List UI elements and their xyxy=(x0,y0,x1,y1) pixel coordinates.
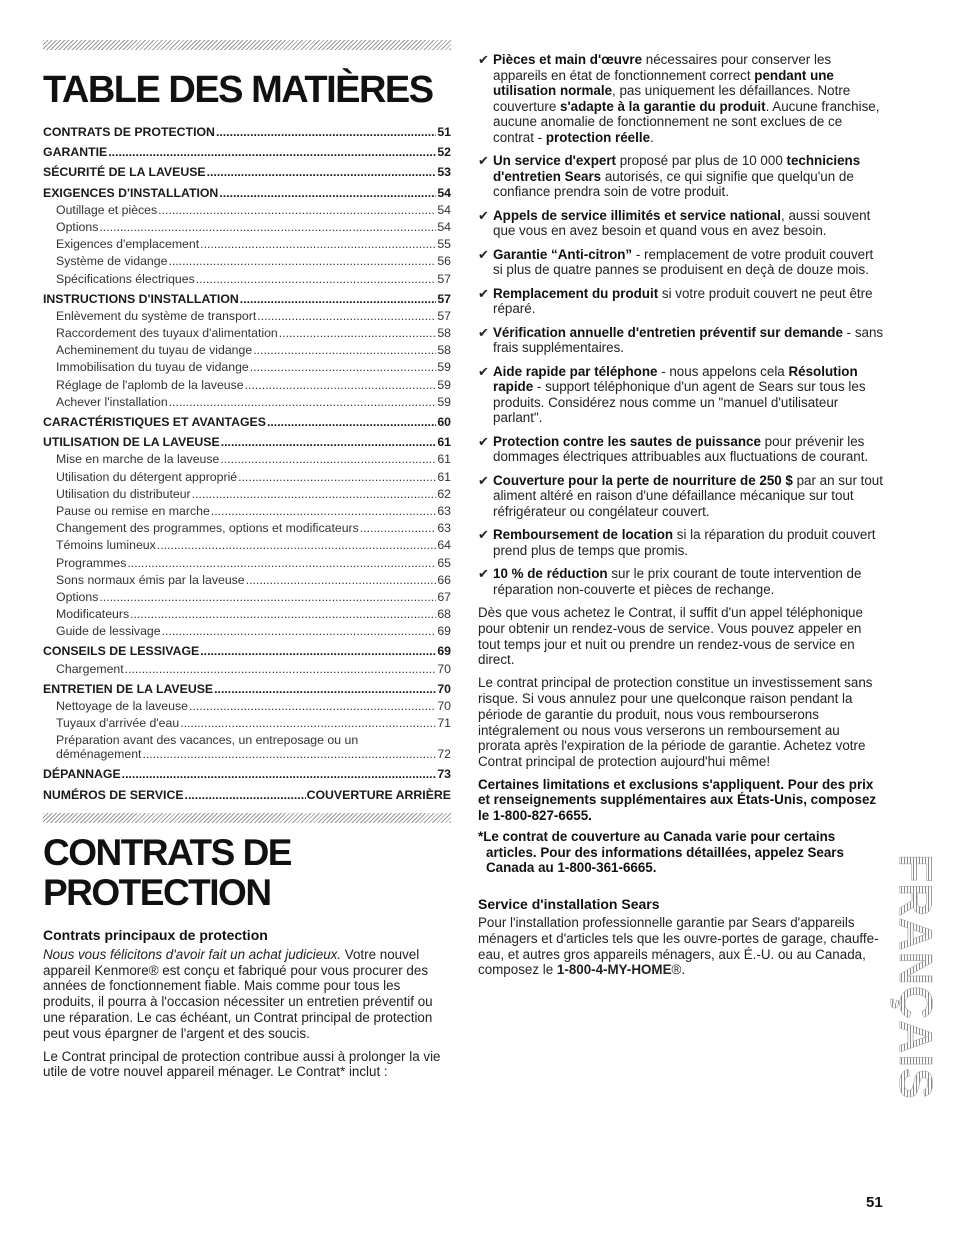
benefit-bold-text: Résolution rapide xyxy=(493,363,858,394)
toc-leader xyxy=(108,145,436,159)
toc-entry-label: Acheminement du tuyau de vidange xyxy=(56,343,253,358)
toc-entry[interactable] xyxy=(43,378,451,395)
toc-leader xyxy=(168,254,436,268)
toc-entry-label: INSTRUCTIONS D'INSTALLATION xyxy=(43,291,239,306)
benefit-bold-text: s'adapte à la garantie du produit xyxy=(560,98,766,114)
benefit-text: , pas uniquement les défaillances. Notre couverture xyxy=(493,83,851,114)
toc-leader xyxy=(200,644,436,658)
toc-entry-label: Changement des programmes, options et modificateurs xyxy=(56,521,359,536)
toc-leader xyxy=(253,343,436,357)
toc-entry[interactable] xyxy=(43,435,451,452)
toc-entry-page: 52 xyxy=(437,145,451,160)
toc-leader xyxy=(158,203,436,217)
toc-leader xyxy=(125,662,437,676)
toc-entry-label: Sons normaux émis par la laveuse xyxy=(56,572,245,587)
contracts-subheading: Contrats principaux de protection xyxy=(43,926,268,943)
toc-entry[interactable] xyxy=(43,186,451,203)
toc-entry[interactable] xyxy=(43,237,451,254)
contracts-intro xyxy=(43,947,451,1042)
benefit-text: . xyxy=(650,129,654,145)
benefit-item xyxy=(478,364,884,426)
toc-entry[interactable] xyxy=(43,556,451,573)
toc-entry[interactable] xyxy=(43,395,451,412)
checkmark-icon: ✔ xyxy=(478,566,489,581)
sears-install-phone: 1-800-4-MY-HOME xyxy=(556,962,672,978)
toc-entry-page: 61 xyxy=(437,435,451,450)
toc-entry-page: 66 xyxy=(437,572,451,587)
toc-entry-label: CONTRATS DE PROTECTION xyxy=(43,125,215,139)
toc-entry[interactable] xyxy=(43,573,451,590)
toc-leader xyxy=(246,573,437,587)
toc-entry[interactable] xyxy=(43,220,451,237)
toc-entry[interactable] xyxy=(43,203,451,220)
toc-entry[interactable] xyxy=(43,504,451,521)
toc-entry[interactable] xyxy=(43,733,451,764)
toc-entry-label: Enlèvement du système de transport xyxy=(56,308,257,323)
toc-entry-label: Spécifications électriques xyxy=(56,271,195,286)
checkmark-icon: ✔ xyxy=(478,472,489,488)
toc-entry-label: Tuyaux d'arrivée d'eau xyxy=(56,716,180,731)
checkmark-icon: ✔ xyxy=(478,52,489,67)
toc-entry-page: 70 xyxy=(437,699,451,713)
toc-entry[interactable] xyxy=(43,360,451,377)
toc-entry-page: 63 xyxy=(437,503,451,518)
benefit-bold-text: Remboursement de location xyxy=(493,527,674,542)
toc-entry[interactable] xyxy=(43,326,451,343)
benefit-list xyxy=(478,52,884,597)
toc-entry[interactable] xyxy=(43,487,451,504)
toc-entry-page: 70 xyxy=(437,681,451,696)
toc-entry[interactable] xyxy=(43,125,451,142)
toc-entry-label: NUMÉROS DE SERVICE xyxy=(43,787,184,802)
toc-entry-label: Achever l'installation xyxy=(56,394,168,409)
toc-leader xyxy=(169,395,437,409)
benefit-text: pour prévenir les dommages électriques attribuables aux fluctuations de courant. xyxy=(493,433,869,464)
toc-leader xyxy=(196,272,437,286)
toc-entry-page: 54 xyxy=(437,219,451,234)
benefit-bold-text: Garantie “Anti-citron” xyxy=(493,246,633,262)
toc-entry-label: Programmes xyxy=(56,555,127,570)
toc-leader xyxy=(216,125,436,139)
toc-entry-page: 72 xyxy=(437,747,451,762)
toc-entry[interactable] xyxy=(43,607,451,624)
benefit-text: . Aucune franchise, aucune anomalie de fonctionnement ne sont exclues de ce contrat - xyxy=(493,98,880,145)
benefit-bold-text: Vérification annuelle d'entretien préventif sur demande xyxy=(493,324,843,340)
checkmark-icon: ✔ xyxy=(478,363,489,379)
toc-entry-page: 73 xyxy=(437,767,451,782)
toc-entry-page: 54 xyxy=(437,202,451,217)
toc-entry-label: Options xyxy=(56,219,99,234)
toc-entry-label: Réglage de l'aplomb de la laveuse xyxy=(56,377,244,392)
benefit-text: sur le prix courant de toute intervention de réparation non-couverte et pièces de rechange. xyxy=(493,566,862,597)
benefit-text: - remplacement de votre produit couvert si plus de quatre pannes se produisent en deçà de douze mois. xyxy=(493,246,874,277)
benefit-bold-text: Remplacement du produit xyxy=(493,285,659,301)
toc-entry-label: GARANTIE xyxy=(43,145,108,160)
toc-entry[interactable] xyxy=(43,343,451,360)
toc-entry[interactable] xyxy=(43,788,451,805)
toc-leader xyxy=(238,470,436,484)
benefit-text: - sans frais supplémentaires. xyxy=(493,324,884,355)
benefit-bold-text: Aide rapide par téléphone xyxy=(493,363,658,379)
toc-entry[interactable] xyxy=(43,309,451,326)
table-of-contents xyxy=(43,125,451,805)
toc-entry-page: 58 xyxy=(437,326,451,341)
toc-leader xyxy=(221,435,437,449)
toc-entry-label-cont: déménagement xyxy=(56,747,142,762)
toc-leader xyxy=(142,747,436,761)
toc-entry-label: EXIGENCES D'INSTALLATION xyxy=(43,185,219,200)
toc-entry[interactable] xyxy=(43,452,451,469)
benefit-bold-text: Couverture pour la perte de nourriture de 250 $ xyxy=(493,472,793,488)
toc-entry-page: 53 xyxy=(437,165,451,180)
benefit-item xyxy=(478,208,884,239)
benefit-item xyxy=(478,286,884,317)
benefit-item xyxy=(478,325,884,356)
toc-entry-label: CARACTÉRISTIQUES ET AVANTAGES xyxy=(43,415,266,429)
toc-entry-page: 59 xyxy=(437,394,451,409)
toc-entry-label: SÉCURITÉ DE LA LAVEUSE xyxy=(43,165,206,180)
toc-leader xyxy=(122,767,437,781)
toc-leader xyxy=(219,186,436,200)
toc-entry-label: Système de vidange xyxy=(56,254,168,269)
benefit-item xyxy=(478,434,884,465)
benefit-item xyxy=(478,527,884,558)
checkmark-icon: ✔ xyxy=(478,433,489,449)
toc-entry-page: 57 xyxy=(437,308,451,323)
toc-entry-label: Nettoyage de la laveuse xyxy=(56,699,188,713)
toc-leader xyxy=(192,487,437,501)
benefit-bold-text: Protection contre les sautes de puissance xyxy=(493,433,761,449)
toc-entry-page: 62 xyxy=(437,486,451,501)
toc-entry[interactable] xyxy=(43,767,451,784)
toc-entry-page: 65 xyxy=(437,555,451,570)
toc-entry[interactable] xyxy=(43,624,451,641)
toc-entry-label: Préparation avant des vacances, un entreposage ou un xyxy=(56,733,359,748)
toc-entry-page: 61 xyxy=(437,452,451,467)
checkmark-icon: ✔ xyxy=(478,246,489,262)
left-column xyxy=(43,40,451,1087)
toc-entry-label: UTILISATION DE LA LAVEUSE xyxy=(43,435,220,450)
toc-entry-label: Pause ou remise en marche xyxy=(56,503,210,518)
toc-leader xyxy=(250,360,437,374)
toc-leader xyxy=(99,590,436,604)
toc-leader xyxy=(189,699,436,713)
benefit-text: par an sur tout aliment altéré en raison d'une défaillance mécanique sur tout réfrigérateur ou congélateur couvert. xyxy=(493,472,883,519)
benefit-item xyxy=(478,247,884,278)
contracts-title: CONTRATS DE PROTECTION xyxy=(43,831,291,913)
toc-entry-label: Exigences d'emplacement xyxy=(56,237,200,252)
toc-entry-label: ENTRETIEN DE LA LAVEUSE xyxy=(43,681,214,696)
benefit-bold-text: Un service d'expert xyxy=(493,153,617,168)
toc-entry-label: Guide de lessivage xyxy=(56,624,161,639)
benefit-text: si la réparation du produit couvert prend plus de temps que promis. xyxy=(493,527,876,558)
toc-entry-page: 57 xyxy=(437,291,451,306)
toc-entry-label: Mise en marche de la laveuse xyxy=(56,452,220,467)
toc-entry-label: Outillage et pièces xyxy=(56,202,158,217)
checkmark-icon: ✔ xyxy=(478,324,489,340)
checkmark-icon: ✔ xyxy=(478,285,489,301)
benefit-text: proposé par plus de 10 000 xyxy=(616,153,787,168)
right-paragraph-1: Dès que vous achetez le Contrat, il suffit d'un appel téléphonique pour obtenir un rendez-vous de service. Vous pouvez appeler en tout temps jour et nuit ou prendre un rendez-vous de service en direct. xyxy=(478,605,863,668)
benefit-bold-text: 10 % de réduction xyxy=(493,566,608,581)
toc-entry-page: 71 xyxy=(437,716,451,731)
toc-entry-page: 61 xyxy=(437,469,451,484)
benefit-text: autorisés, ce qui signifie que quelqu'un de confiance prendra soin de votre produit. xyxy=(493,168,854,199)
toc-leader xyxy=(207,165,437,179)
toc-entry-page: 55 xyxy=(437,237,451,252)
toc-entry-page: 69 xyxy=(437,644,451,659)
toc-entry[interactable] xyxy=(43,662,451,679)
toc-entry[interactable] xyxy=(43,165,451,182)
toc-entry-label: Raccordement des tuyaux d'alimentation xyxy=(56,326,278,341)
toc-entry-line2 xyxy=(56,747,451,764)
toc-leader xyxy=(130,607,436,621)
toc-leader xyxy=(267,415,436,429)
toc-entry-page: 54 xyxy=(437,185,451,200)
toc-title: TABLE DES MATIÈRES xyxy=(43,69,433,111)
page-number: 51 xyxy=(866,1194,883,1211)
toc-entry-page: 51 xyxy=(437,125,451,139)
toc-leader xyxy=(185,788,306,802)
toc-entry-page: 60 xyxy=(437,415,451,429)
checkmark-icon: ✔ xyxy=(478,527,489,542)
contracts-paragraph-2: Le Contrat principal de protection contribue aussi à prolonger la vie utile de votre nouvel appareil ménager. Le Contrat* inclut : xyxy=(43,1048,441,1080)
limitations-notice: Certaines limitations et exclusions s'appliquent. Pour des prix et renseignements supplémentaires aux États-Unis, composez le 1-800-827-6655. xyxy=(478,776,877,823)
toc-leader xyxy=(279,326,437,340)
benefit-bold-text: Appels de service illimités et service national xyxy=(493,207,782,223)
toc-entry-page: 59 xyxy=(437,377,451,392)
language-side-tab xyxy=(890,847,943,1107)
benefit-text: - support téléphonique d'un agent de Sears sur tous les produits. Considérez nous comme un "manuel d'utilisateur parlant". xyxy=(493,379,866,425)
toc-entry-label: Immobilisation du tuyau de vidange xyxy=(56,360,249,375)
toc-entry-page: 58 xyxy=(437,343,451,358)
toc-entry-label: DÉPANNAGE xyxy=(43,767,121,782)
benefit-text: nécessaires pour conserver les appareils en état de fonctionnement correct xyxy=(493,52,832,83)
toc-entry[interactable] xyxy=(43,644,451,661)
sears-install-heading: Service d'installation Sears xyxy=(478,895,660,912)
toc-leader xyxy=(99,220,436,234)
benefit-text: , aussi souvent que vous en avez besoin et quand vous en avez besoin. xyxy=(493,207,871,238)
toc-entry-label: Options xyxy=(56,589,99,604)
toc-leader xyxy=(157,538,437,552)
toc-entry[interactable] xyxy=(43,470,451,487)
checkmark-icon: ✔ xyxy=(478,153,489,168)
toc-leader xyxy=(240,292,437,306)
toc-leader xyxy=(211,504,437,518)
toc-entry-page: 56 xyxy=(437,254,451,269)
benefit-text: - nous appelons cela xyxy=(657,363,789,379)
toc-entry-label: Utilisation du détergent approprié xyxy=(56,469,238,484)
toc-entry-label: Témoins lumineux xyxy=(56,538,156,553)
intro-italic: Nous vous félicitons d'avoir fait un achat judicieux. xyxy=(43,946,342,962)
toc-entry-page: 63 xyxy=(437,521,451,536)
sears-install-text: Pour l'installation professionnelle garantie par Sears d'appareils ménagers et d'articles tels que les ouvre-portes de garage, chauffe-eau, et autres gros appareils ménagers, aux É.-U. ou au Canada, composez le xyxy=(478,914,879,978)
toc-entry[interactable] xyxy=(43,521,451,538)
toc-entry[interactable] xyxy=(43,272,451,289)
benefit-item xyxy=(478,153,884,200)
toc-entry[interactable] xyxy=(43,682,451,699)
toc-leader xyxy=(127,556,436,570)
toc-leader xyxy=(360,521,437,535)
intro-rest: Votre nouvel appareil Kenmore® est conçu et fabriqué pour vous procurer des années de fonctionnement fiable. Mais comme pour tous les produits, il pourra à l'occasion nécessiter un entretien préventif ou une réparation. Le cas échéant, un Contrat principal de protection peut vous épargner de l'argent et des soucis. xyxy=(43,946,433,1041)
toc-entry-page: 57 xyxy=(437,271,451,286)
toc-entry-label: Modificateurs xyxy=(56,607,130,622)
contracts-header-rule xyxy=(43,813,451,823)
toc-entry-label: Chargement xyxy=(56,661,124,676)
checkmark-icon: ✔ xyxy=(478,207,489,223)
toc-entry-page: 68 xyxy=(437,607,451,622)
toc-leader xyxy=(220,452,436,466)
benefit-item xyxy=(478,566,884,597)
toc-entry-page: 69 xyxy=(437,624,451,639)
toc-entry[interactable] xyxy=(43,699,451,716)
toc-entry[interactable] xyxy=(43,538,451,555)
benefit-bold-text: protection réelle xyxy=(545,129,651,145)
benefit-bold-text: pendant une utilisation normale xyxy=(493,67,834,98)
toc-entry[interactable] xyxy=(43,292,451,309)
toc-entry-page: 67 xyxy=(437,589,451,604)
toc-entry-page: COUVERTURE ARRIÈRE xyxy=(306,787,451,802)
toc-entry-page: 64 xyxy=(437,538,451,553)
toc-entry-label: CONSEILS DE LESSIVAGE xyxy=(43,644,200,659)
toc-entry[interactable] xyxy=(43,254,451,271)
benefit-bold-text: Pièces et main d'œuvre xyxy=(493,52,643,67)
sears-install-end: ®. xyxy=(671,962,686,978)
toc-leader xyxy=(162,624,437,638)
toc-leader xyxy=(257,309,436,323)
right-column xyxy=(478,52,884,985)
toc-leader xyxy=(245,378,437,392)
benefit-bold-text: techniciens d'entretien Sears xyxy=(493,153,861,184)
toc-entry-label: Utilisation du distributeur xyxy=(56,486,191,501)
toc-entry-page: 70 xyxy=(437,661,451,676)
sears-install-paragraph xyxy=(478,915,884,978)
toc-leader xyxy=(180,716,436,730)
toc-entry-page: 59 xyxy=(437,360,451,375)
toc-leader xyxy=(200,237,436,251)
toc-entry[interactable] xyxy=(43,590,451,607)
toc-entry[interactable] xyxy=(43,415,451,432)
language-tab-label: FRANÇAIS xyxy=(890,854,943,1100)
benefit-text: si votre produit couvert ne peut être réparé. xyxy=(493,285,873,316)
benefit-item xyxy=(478,52,884,145)
canada-notice: *Le contrat de couverture au Canada varie pour certains articles. Pour des informations détaillées, appelez Sears Canada au 1-800-361-6665. xyxy=(478,829,844,876)
toc-entry[interactable] xyxy=(43,716,451,733)
toc-header-rule xyxy=(43,40,451,50)
benefit-item xyxy=(478,473,884,520)
right-paragraph-2: Le contrat principal de protection constitue un investissement sans risque. Si vous annulez pour une quelconque raison pendant la période de garantie du produit, nous vous rembourserons intégralement ou nous vous verserons un remboursement au prorata après l'expiration de la période de garantie. Achetez votre Contrat principal de protection aujourd'hui même! xyxy=(478,675,873,770)
toc-leader xyxy=(214,682,436,696)
toc-entry[interactable] xyxy=(43,145,451,162)
